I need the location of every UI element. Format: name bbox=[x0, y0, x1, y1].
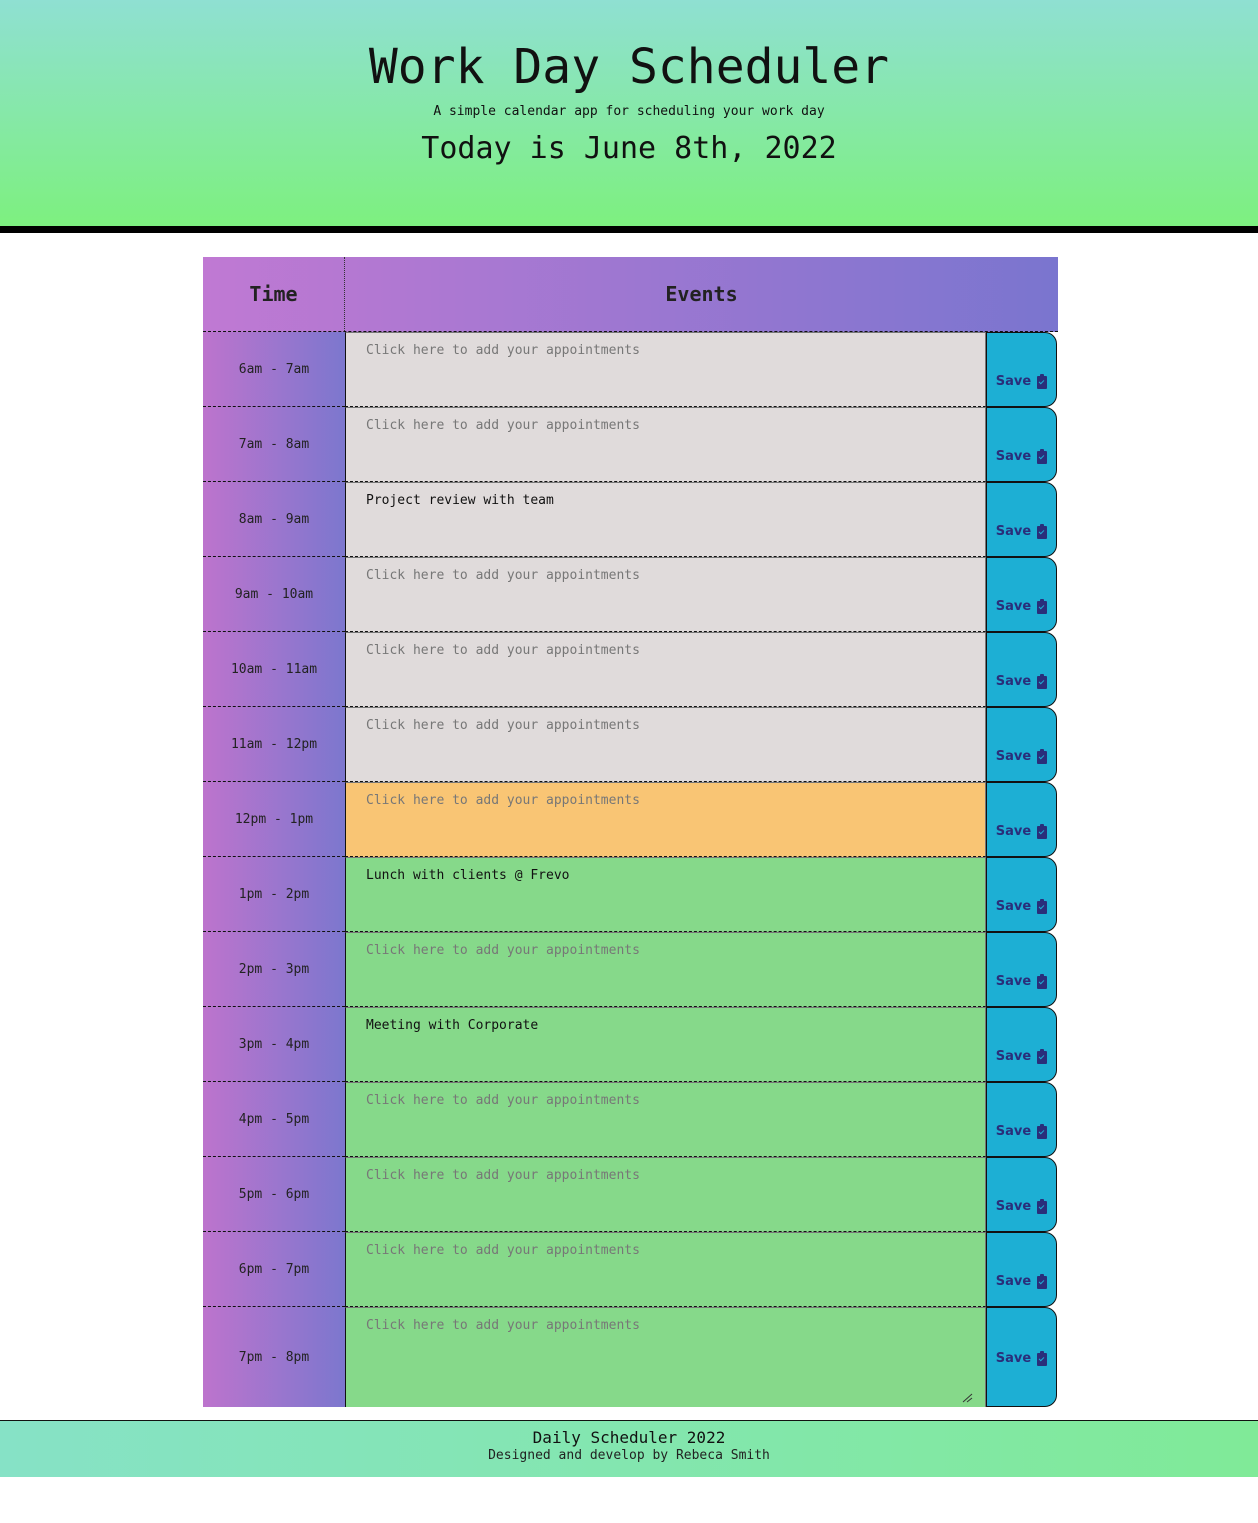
clipboard-check-icon bbox=[1037, 751, 1047, 764]
save-button-label: Save bbox=[995, 824, 1032, 839]
time-block-row bbox=[203, 782, 1058, 857]
save-button-label: Save bbox=[995, 1049, 1032, 1064]
save-button[interactable] bbox=[986, 557, 1057, 632]
clipboard-check-icon bbox=[1037, 676, 1047, 689]
clipboard-check-icon bbox=[1037, 1201, 1047, 1214]
save-button-label: Save bbox=[995, 1351, 1032, 1366]
event-textarea[interactable] bbox=[345, 407, 986, 482]
event-textarea[interactable] bbox=[345, 557, 986, 632]
clipboard-check-icon bbox=[1037, 1276, 1047, 1289]
event-textarea[interactable] bbox=[345, 632, 986, 707]
save-button[interactable] bbox=[986, 932, 1057, 1007]
page-header bbox=[0, 0, 1258, 226]
time-block-row bbox=[203, 857, 1058, 932]
save-button-label: Save bbox=[995, 599, 1032, 614]
hour-label: 1pm - 2pm bbox=[203, 857, 345, 932]
clipboard-check-icon bbox=[1037, 1126, 1047, 1139]
save-button-label: Save bbox=[995, 749, 1032, 764]
hour-label: 10am - 11am bbox=[203, 632, 345, 707]
clipboard-check-icon bbox=[1037, 526, 1047, 539]
save-button-label: Save bbox=[995, 974, 1032, 989]
clipboard-check-icon bbox=[1037, 1353, 1047, 1366]
event-textarea[interactable] bbox=[345, 482, 986, 557]
hour-label: 6am - 7am bbox=[203, 332, 345, 407]
save-button-label: Save bbox=[995, 524, 1032, 539]
hour-label: 7am - 8am bbox=[203, 407, 345, 482]
event-textarea[interactable] bbox=[345, 707, 986, 782]
save-button[interactable] bbox=[986, 407, 1057, 482]
save-button[interactable] bbox=[986, 1157, 1057, 1232]
event-textarea[interactable] bbox=[345, 1157, 986, 1232]
page-footer bbox=[0, 1420, 1258, 1477]
event-textarea[interactable] bbox=[345, 932, 986, 1007]
header-divider bbox=[0, 226, 1258, 233]
clipboard-check-icon bbox=[1037, 601, 1047, 614]
hour-label: 5pm - 6pm bbox=[203, 1157, 345, 1232]
save-button[interactable] bbox=[986, 1307, 1057, 1407]
hour-label: 7pm - 8pm bbox=[203, 1307, 345, 1407]
clipboard-check-icon bbox=[1037, 976, 1047, 989]
time-block-row bbox=[203, 1157, 1058, 1232]
time-block-row bbox=[203, 1007, 1058, 1082]
clipboard-check-icon bbox=[1037, 826, 1047, 839]
page-title: Work Day Scheduler bbox=[368, 39, 890, 95]
hour-label: 8am - 9am bbox=[203, 482, 345, 557]
clipboard-check-icon bbox=[1037, 901, 1047, 914]
save-button-label: Save bbox=[995, 899, 1032, 914]
event-textarea[interactable] bbox=[345, 1232, 986, 1307]
page-subtitle: A simple calendar app for scheduling your work day bbox=[433, 104, 825, 119]
save-button[interactable] bbox=[986, 857, 1057, 932]
hour-label: 12pm - 1pm bbox=[203, 782, 345, 857]
hour-label: 4pm - 5pm bbox=[203, 1082, 345, 1157]
clipboard-check-icon bbox=[1037, 1051, 1047, 1064]
save-button-label: Save bbox=[995, 449, 1032, 464]
footer-title: Daily Scheduler 2022 bbox=[532, 1428, 726, 1447]
save-button[interactable] bbox=[986, 1232, 1057, 1307]
table-header bbox=[203, 257, 1058, 332]
resize-handle-icon[interactable] bbox=[962, 1393, 974, 1403]
event-textarea[interactable] bbox=[345, 1082, 986, 1157]
time-column-header: Time bbox=[203, 257, 345, 331]
time-block-row bbox=[203, 707, 1058, 782]
time-block-row bbox=[203, 482, 1058, 557]
event-textarea[interactable] bbox=[345, 1007, 986, 1082]
time-block-row bbox=[203, 632, 1058, 707]
event-textarea[interactable] bbox=[345, 332, 986, 407]
time-block-row bbox=[203, 332, 1058, 407]
events-column-header: Events bbox=[665, 282, 738, 306]
event-textarea[interactable] bbox=[345, 782, 986, 857]
save-button[interactable] bbox=[986, 332, 1057, 407]
save-button[interactable] bbox=[986, 1007, 1057, 1082]
hour-label: 2pm - 3pm bbox=[203, 932, 345, 1007]
save-button-label: Save bbox=[995, 1274, 1032, 1289]
footer-credit: Designed and develop by Rebeca Smith bbox=[488, 1448, 770, 1463]
hour-label: 11am - 12pm bbox=[203, 707, 345, 782]
hour-label: 9am - 10am bbox=[203, 557, 345, 632]
time-block-row bbox=[203, 1307, 1058, 1407]
save-button[interactable] bbox=[986, 482, 1057, 557]
time-block-row bbox=[203, 407, 1058, 482]
save-button[interactable] bbox=[986, 1082, 1057, 1157]
time-block-row bbox=[203, 1082, 1058, 1157]
time-block-row bbox=[203, 1232, 1058, 1307]
event-textarea[interactable] bbox=[345, 1307, 986, 1407]
save-button-label: Save bbox=[995, 374, 1032, 389]
save-button-label: Save bbox=[995, 1124, 1032, 1139]
save-button[interactable] bbox=[986, 707, 1057, 782]
scheduler-table bbox=[203, 257, 1058, 1407]
hour-label: 3pm - 4pm bbox=[203, 1007, 345, 1082]
save-button-label: Save bbox=[995, 1199, 1032, 1214]
clipboard-check-icon bbox=[1037, 376, 1047, 389]
save-button[interactable] bbox=[986, 782, 1057, 857]
time-block-row bbox=[203, 557, 1058, 632]
current-date: Today is June 8th, 2022 bbox=[421, 131, 837, 166]
save-button-label: Save bbox=[995, 674, 1032, 689]
clipboard-check-icon bbox=[1037, 451, 1047, 464]
event-textarea[interactable] bbox=[345, 857, 986, 932]
save-button[interactable] bbox=[986, 632, 1057, 707]
hour-label: 6pm - 7pm bbox=[203, 1232, 345, 1307]
time-block-row bbox=[203, 932, 1058, 1007]
